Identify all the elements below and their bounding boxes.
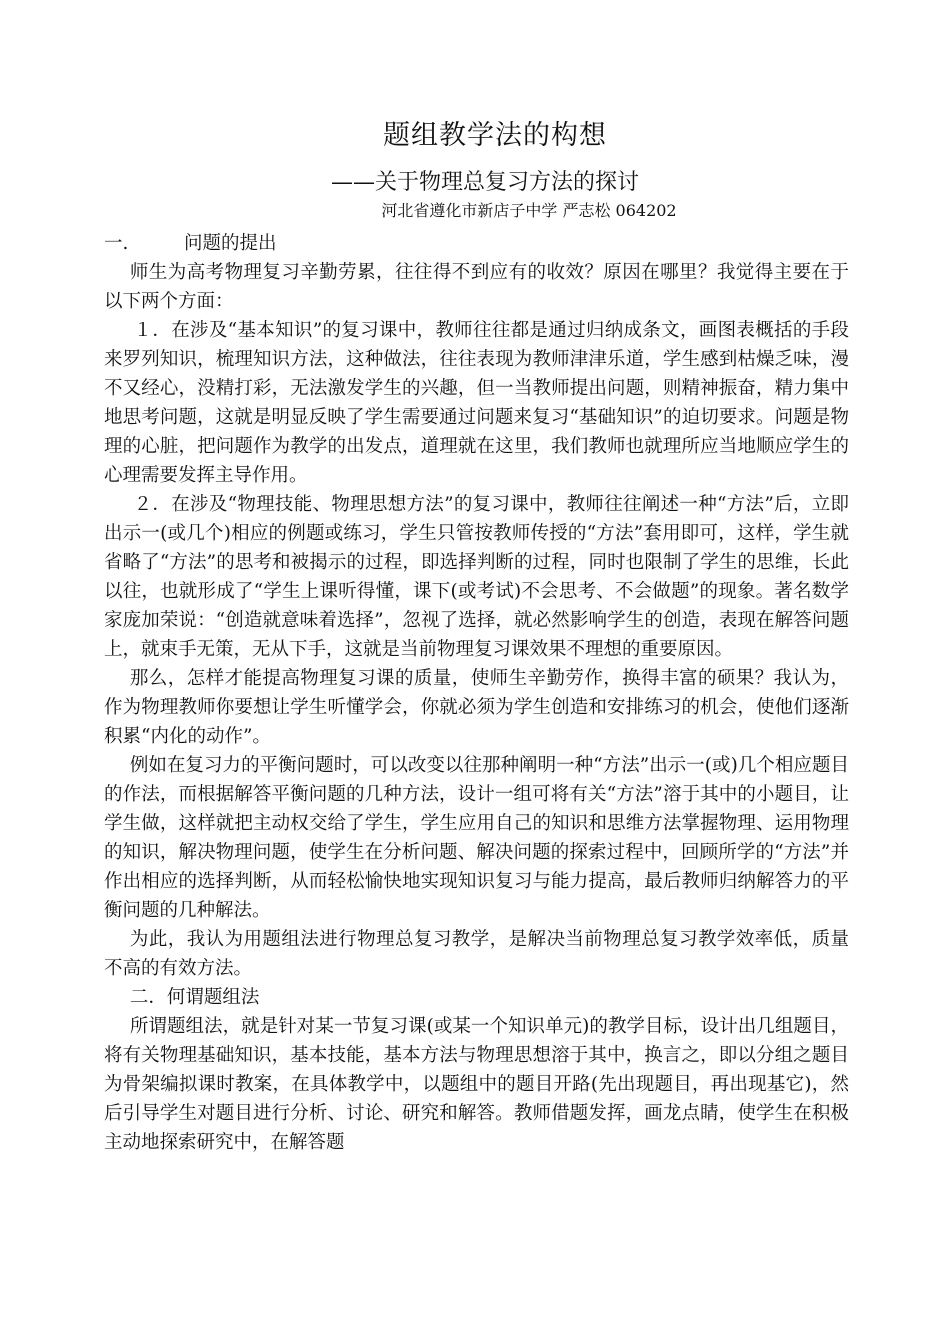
document-body: [104, 229, 849, 1157]
paragraph: 为此，我认为用题组法进行物理总复习教学，是解决当前物理总复习教学效率低，质量不高的有效方法。: [104, 929, 849, 979]
paragraph: ２．在涉及“物理技能、物理思想方法”的复习课中，教师往往阐述一种“方法”后，立即出示一(或几个)相应的例题或练习，学生只管按教师传授的“方法”套用即可，这样，学生就省略了“方法”的思考和被揭示的过程，即选择判断的过程，同时也限制了学生的思维，长此以往，也就形成了“学生上课听得懂，课下(或考试)不会思考、不会做题”的现象。著名数学家庞加荣说：“创造就意味着选择”，忽视了选择，就必然影响学生的创造，表现在解答问题上，就束手无策，无从下手，这就是当前物理复习课效果不理想的重要原因。: [104, 494, 849, 660]
paragraph: 所谓题组法，就是针对某一节复习课(或某一个知识单元)的教学目标，设计出几组题目，将有关物理基础知识，基本技能，基本方法与物理思想溶于其中，换言之，即以分组之题目为骨架编拟课时教案，在具体教学中，以题组中的题目开路(先出现题目，再出现基它)，然后引导学生对题目进行分析、讨论、研究和解答。教师借题发挥，画龙点睛，使学生在积极主动地探索研究中，在解答题: [104, 1016, 849, 1153]
section-heading-2: 二．何谓题组法: [129, 987, 260, 1008]
paragraph: 例如在复习力的平衡问题时，可以改变以往那种阐明一种“方法”出示一(或)几个相应题目的作法，而根据解答平衡问题的几种方法，设计一组可将有关“方法”溶于其中的小题目，让学生做，这样就把主动权交给了学生，学生应用自己的知识和思维方法掌握物理、运用物理的知识，解决物理问题，使学生在分析问题、解决问题的探索过程中，回顾所学的“方法”并作出相应的选择判断，从而轻松愉快地实现知识复习与能力提高，最后教师归纳解答力的平衡问题的几种解法。: [104, 755, 849, 921]
paragraph: 那么，怎样才能提高物理复习课的质量，使师生辛勤劳作，换得丰富的硕果？我认为，作为物理教师你要想让学生听懂学会，你就必须为学生创造和安排练习的机会，使他们逐渐积累“内化的动作”。: [104, 668, 849, 747]
section-title-1: 问题的提出: [184, 233, 277, 254]
paragraph: １．在涉及“基本知识”的复习课中，教师往往都是通过归纳成条文，画图表概括的手段来罗列知识，梳理知识方法，这种做法，往往表现为教师津津乐道，学生感到枯燥乏味，漫不又经心，没精打彩，无法激发学生的兴趣，但一当教师提出问题，则精神振奋，精力集中地思考问题，这就是明显反映了学生需要通过问题来复习“基础知识”的迫切要求。问题是物理的心脏，把问题作为教学的出发点，道理就在这里，我们教师也就理所应当地顺应学生的心理需要发挥主导作用。: [104, 320, 849, 486]
section-heading-1: [104, 229, 849, 258]
document-subtitle: ——关于物理总复习方法的探讨: [330, 170, 639, 195]
author-line: 河北省遵化市新店子中学 严志松 064202: [381, 201, 677, 220]
document-title: 题组教学法的构想: [383, 120, 607, 151]
section-number-1: 一.: [104, 233, 129, 254]
paragraph: 师生为高考物理复习辛勤劳累，往往得不到应有的收效？原因在哪里？我觉得主要在于以下两个方面：: [104, 262, 849, 312]
